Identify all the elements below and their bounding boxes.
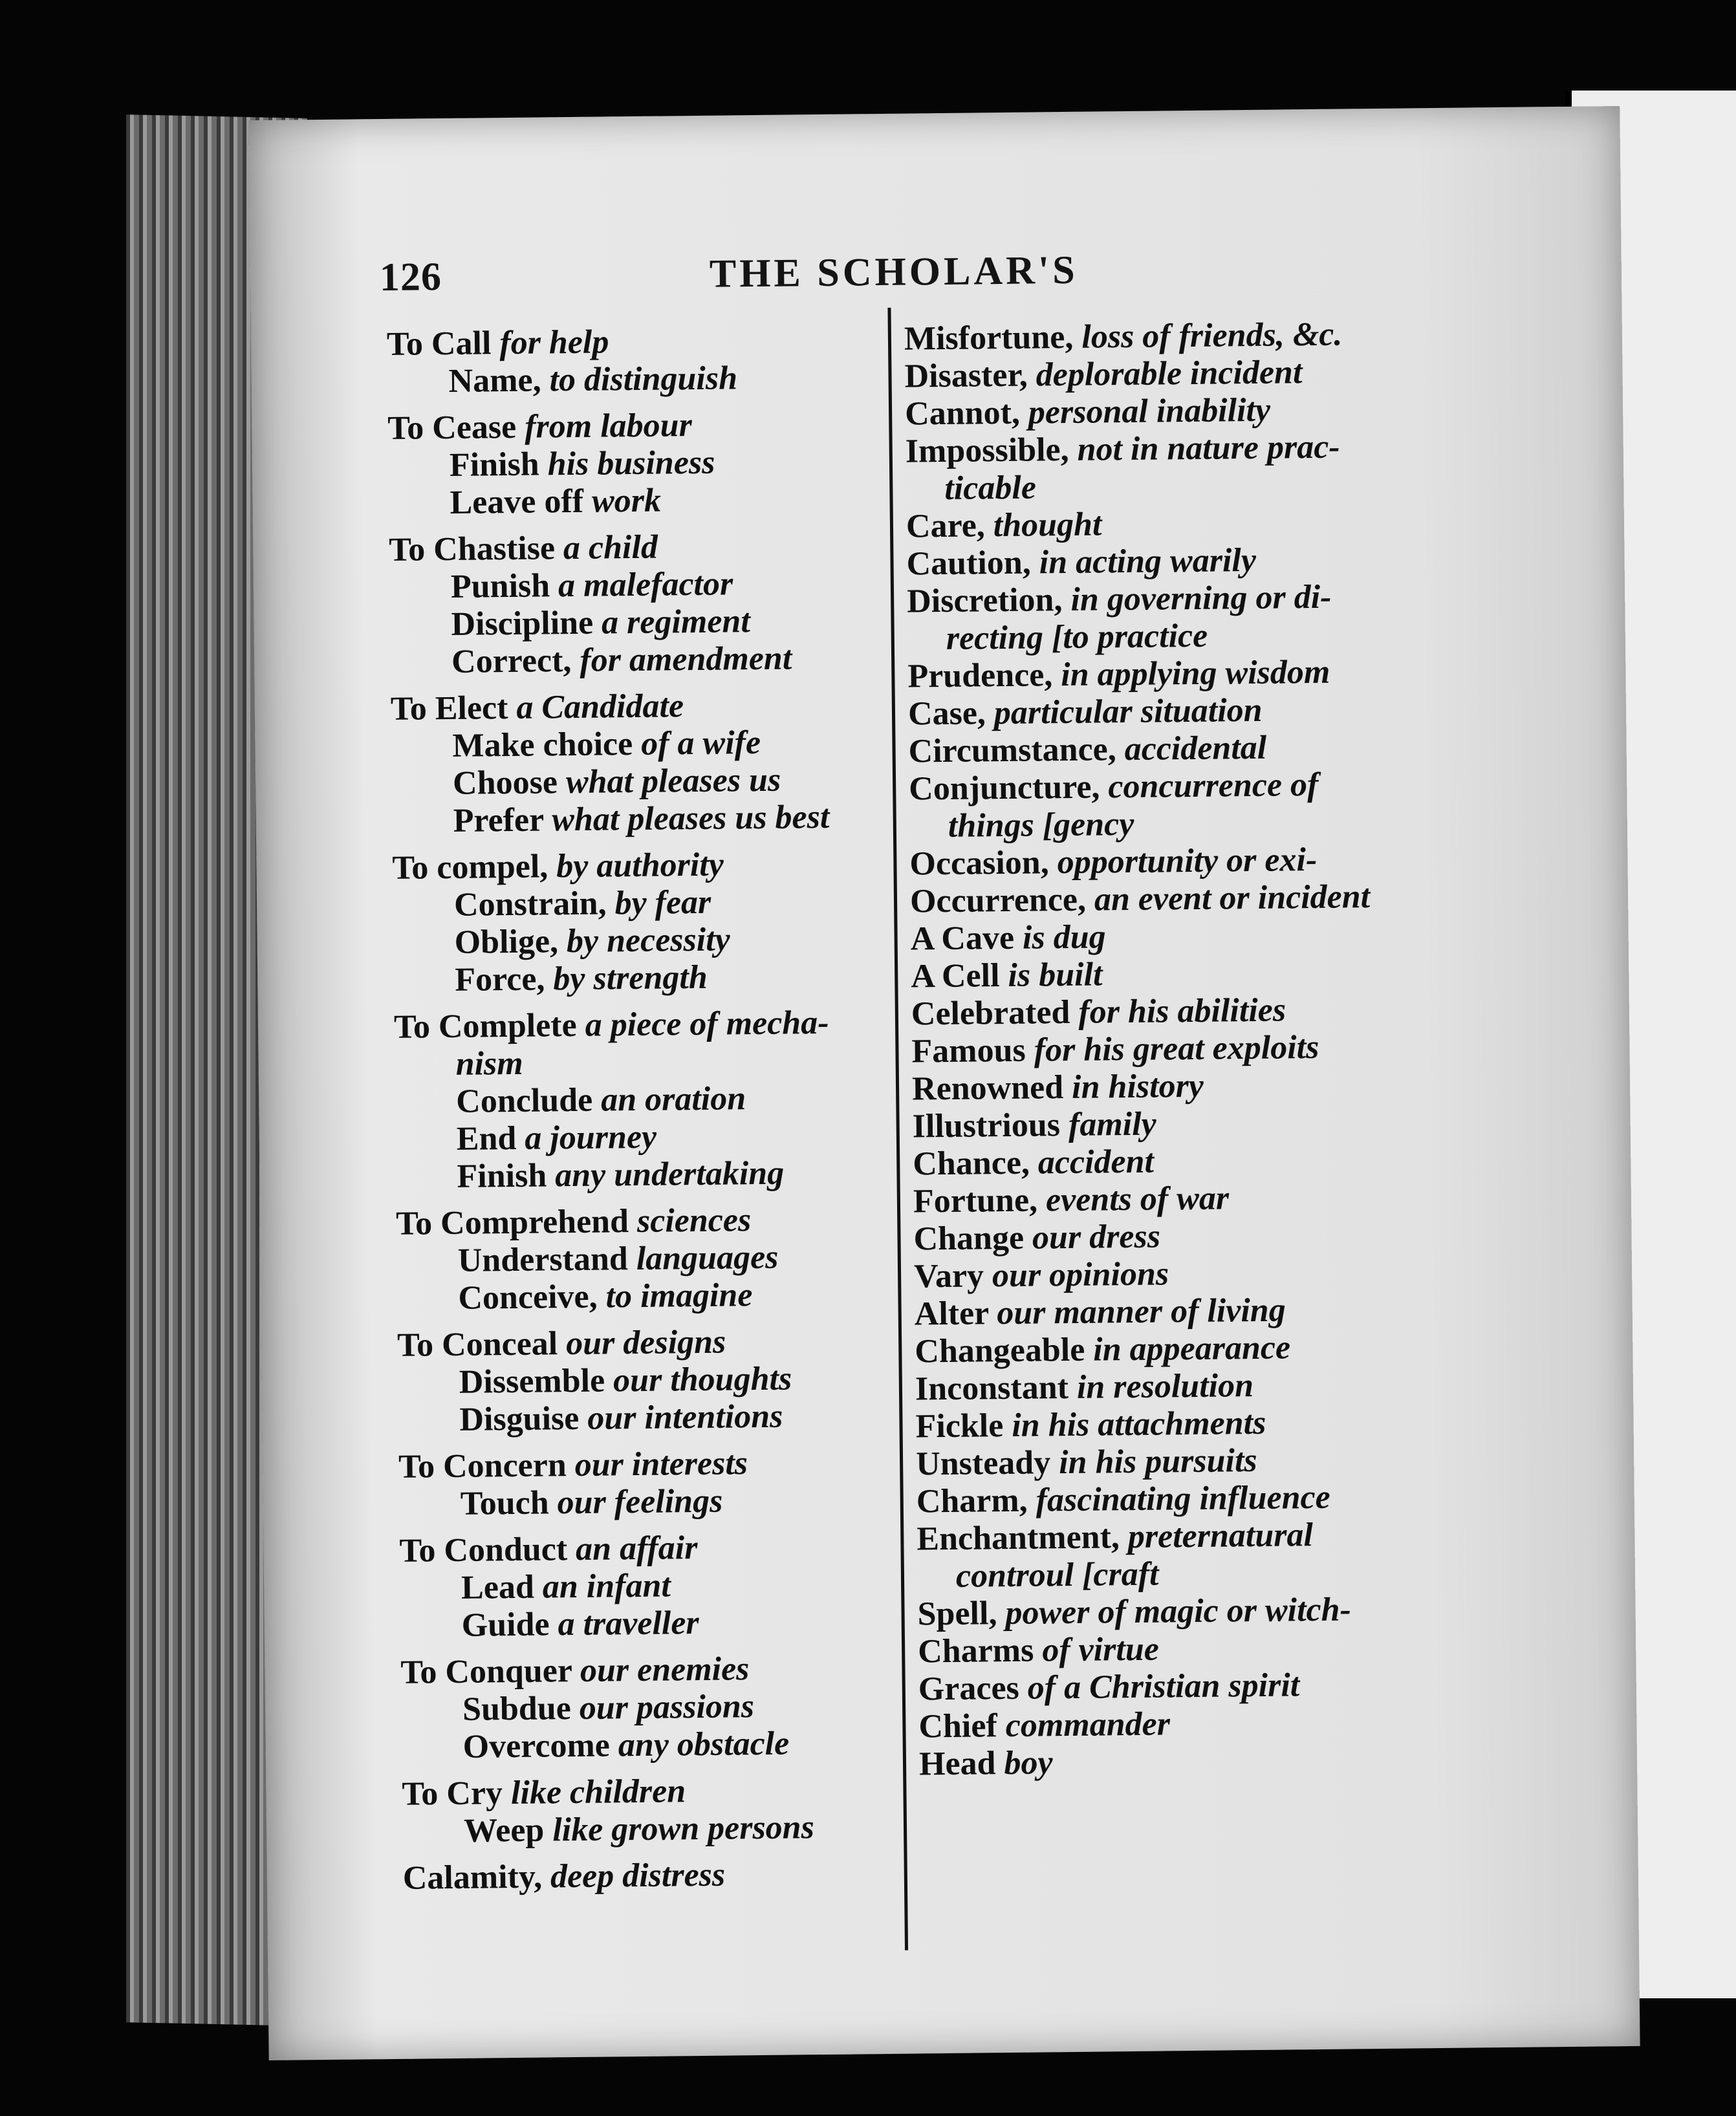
entry-word: Chief [918,1707,998,1745]
entry-line [911,1028,1404,1071]
entry-line [392,844,923,887]
entry-gloss: deep distress [550,1856,726,1895]
entry-gloss: boy [1004,1744,1053,1782]
entry-word: Name, [448,362,541,400]
entry-line [918,1703,1411,1746]
entry-gloss: by strength [553,958,708,998]
entry-word: Conjuncture, [908,768,1100,808]
entry-line [387,404,918,448]
entry-gloss: an infant [542,1567,671,1606]
entry-word: To Cry [402,1775,503,1813]
entry-word: End [456,1119,517,1158]
entry-line [396,1237,928,1280]
entry-gloss: accident [1037,1143,1155,1182]
entry-word: To Conceal [396,1325,558,1364]
entry-word: To Conduct [399,1531,568,1570]
entry-gloss: to imagine [605,1277,753,1315]
entry-word: To Concern [398,1447,567,1485]
entry-gloss: our feelings [557,1482,723,1522]
entry-word: Discipline [451,604,594,643]
entry-line [917,1553,1409,1596]
entry-line [398,1359,929,1402]
entry-gloss: a malefactor [558,565,733,605]
entry-line [907,578,1399,621]
entry-line [390,638,921,682]
entry-gloss: in appearance [1092,1329,1291,1368]
entry-line [917,1591,1409,1634]
entry-line [906,466,1398,508]
entry-line [912,1103,1404,1146]
entry-word: Graces [918,1669,1020,1708]
entry-gloss: languages [636,1238,779,1278]
entry-word: To Call [386,325,492,363]
entry-line [402,1770,933,1813]
entry-word: Force, [454,960,545,999]
entry-word: Oblige, [454,923,559,961]
entry-word: To compel, [392,848,548,887]
entry-gloss: in resolution [1076,1367,1254,1406]
entry-gloss: a Candidate [516,687,684,726]
entry-word: Inconstant [915,1369,1069,1408]
entry-line [394,1003,925,1046]
entry-line [398,1443,929,1486]
entry-line [394,1041,925,1084]
entry-gloss: ticable [944,469,1037,507]
entry-gloss: an event or incident [1094,878,1371,918]
running-head: THE SCHOLAR'S [709,248,1078,296]
entry-line [915,1328,1407,1371]
entry-gloss: by authority [556,846,724,885]
entry-line [907,653,1400,696]
entry-line [914,1291,1406,1333]
entry-gloss: not in nature prac- [1077,428,1340,468]
entry-gloss: what pleases us best [551,798,830,839]
entry-word: Misfortune, [904,318,1074,358]
entry-gloss: is dug [1022,918,1106,956]
entry-word: Change [913,1219,1025,1258]
entry-gloss: commander [1005,1705,1171,1745]
entry-line [403,1854,934,1897]
entry-word: Occurrence, [909,881,1087,920]
entry-gloss: his business [547,444,715,483]
entry-line [391,797,922,841]
entry-line [906,541,1398,583]
entry-word: Charm, [916,1482,1028,1520]
entry-line [910,878,1402,921]
entry-gloss: like grown persons [552,1809,815,1849]
entry-word: To Chastise [389,530,556,568]
entry-line [389,526,920,569]
entry-line [909,841,1402,883]
entry-gloss: in his pursuits [1058,1441,1257,1482]
entry-line [916,1441,1408,1484]
entry-line [908,728,1400,771]
entry-gloss: of a wife [640,724,761,762]
entry-word: Prudence, [907,656,1053,695]
entry-gloss: a child [563,528,658,567]
entry-gloss: for his great exploits [1034,1028,1319,1069]
entry-gloss: nism [455,1044,524,1083]
entry-word: Renowned [911,1069,1064,1108]
entry-word: Lead [461,1568,535,1606]
entry-gloss: our dress [1032,1218,1161,1257]
entry-line [388,479,919,523]
entry-word: Finish [449,446,539,484]
book-page [248,106,1640,2060]
entry-gloss: our opinions [992,1255,1169,1295]
entry-line [913,1141,1405,1183]
page-header [380,242,1609,313]
entry-gloss: in applying wisdom [1060,653,1330,694]
entry-gloss: recting [to practice [946,617,1208,657]
entry-line [389,601,920,644]
entry-gloss: in history [1071,1067,1204,1106]
entry-word: Famous [911,1031,1026,1070]
entry-word: Finish [457,1157,547,1195]
entry-word: Chance, [913,1144,1030,1183]
entry-word: To Comprehend [395,1203,629,1242]
right-column [904,316,1411,1784]
entry-word: Disguise [459,1399,580,1438]
entry-gloss: any undertaking [554,1154,785,1194]
entry-word: Conceive, [458,1278,598,1317]
entry-gloss: our interests [574,1445,748,1484]
entry-gloss: an oration [600,1080,746,1119]
entry-gloss: a piece of mecha- [585,1004,829,1044]
entry-gloss: things [gency [948,805,1134,845]
entry-gloss: loss of friends, &c. [1081,316,1343,356]
entry-line [393,956,924,1000]
entry-line [905,428,1397,471]
entry-word: To Complete [393,1006,577,1046]
entry-word: Understand [457,1240,629,1279]
entry-gloss: any obstacle [618,1725,790,1764]
entry-line [917,1516,1409,1559]
entry-line [908,691,1400,733]
entry-word: Charms [917,1632,1034,1670]
entry-word: Care, [906,507,986,545]
entry-line [389,563,920,607]
entry-gloss: accidental [1124,729,1267,768]
entry-line [914,1253,1406,1296]
entry-word: A Cave [910,919,1015,958]
entry-word: Discretion, [906,581,1063,620]
entry-gloss: our passions [579,1688,755,1727]
entry-line [395,1153,926,1196]
entry-line [911,953,1403,996]
entry-gloss: in acting warily [1039,541,1257,581]
entry-word: Fickle [915,1407,1004,1445]
entry-gloss: a journey [525,1118,657,1157]
entry-word: Guide [461,1606,550,1644]
entry-gloss: thought [993,506,1102,545]
entry-line [397,1321,928,1365]
entry-gloss: in governing or di- [1070,578,1332,618]
entry-line [388,442,919,485]
entry-word: Occasion, [909,844,1049,883]
entry-word: To Conquer [400,1652,572,1691]
entry-gloss: work [591,482,662,520]
entry-line [399,1527,930,1570]
entry-line [401,1686,932,1729]
entry-gloss: for his abilities [1078,991,1286,1031]
entry-line [918,1628,1410,1671]
entry-gloss: family [1068,1105,1157,1143]
entry-line [398,1396,929,1440]
entry-line [918,1666,1411,1709]
entry-gloss: of virtue [1042,1630,1160,1669]
entry-gloss: our enemies [580,1650,750,1689]
entry-line [904,353,1396,396]
entry-line [910,916,1402,958]
entry-word: Constrain, [453,885,607,923]
page-number: 126 [379,255,442,300]
entry-line [909,766,1401,808]
entry-word: A Cell [910,957,1000,995]
entry-line [400,1564,931,1608]
entry-gloss: preternatural [1127,1517,1314,1556]
entry-line [391,685,922,728]
entry-line [393,881,924,925]
entry-line [400,1602,931,1645]
entry-word: Spell, [917,1595,997,1633]
entry-word: Make choice [452,726,633,764]
entry-word: Caution, [906,544,1032,583]
entry-word: Impossible, [905,431,1069,470]
entry-gloss: an affair [575,1529,698,1568]
entry-word: Conclude [455,1081,593,1120]
entry-word: Correct, [451,642,572,680]
entry-line [913,1178,1405,1221]
entry-gloss: our manner of living [996,1291,1286,1332]
entry-line [913,1216,1405,1258]
entry-word: Fortune, [913,1182,1038,1220]
entry-line [400,1648,931,1692]
entry-line [395,1078,926,1121]
entry-word: Subdue [462,1690,572,1728]
entry-gloss: by necessity [566,921,730,960]
entry-line [909,803,1402,846]
entry-word: Changeable [915,1331,1085,1370]
entry-word: Weep [463,1811,545,1850]
entry-word: Case, [907,695,986,733]
entry-word: To Elect [390,689,508,728]
entry-word: Choose [452,764,558,802]
entry-gloss: for help [499,323,609,362]
entry-line [906,503,1398,546]
entry-line [912,1066,1404,1108]
entry-line [915,1366,1407,1409]
entry-gloss: a regiment [601,603,751,642]
entry-word: Overcome [462,1727,611,1765]
entry-gloss: power of magic or witch- [1005,1591,1352,1632]
entry-gloss: in his attachments [1012,1404,1266,1444]
entry-word: Calamity, [402,1858,543,1897]
entry-gloss: particular situation [993,691,1263,732]
entry-word: Disaster, [904,356,1028,395]
entry-word: To Cease [387,408,517,447]
entry-gloss: to distinguish [549,360,738,399]
entry-line [396,1200,927,1243]
entry-gloss: what pleases us [565,761,781,801]
entry-gloss: by fear [614,883,711,922]
entry-gloss: sciences [636,1202,752,1240]
entry-line [915,1403,1407,1446]
entry-gloss: concurrence of [1108,766,1319,806]
entry-line [919,1741,1411,1784]
entry-gloss: our designs [565,1323,726,1363]
entry-word: Unsteady [915,1444,1051,1483]
entry-line [905,391,1397,433]
entry-line [904,316,1396,358]
entry-gloss: opportunity or exi- [1057,841,1318,881]
entry-line [396,1275,928,1318]
entry-gloss: personal inability [1028,391,1271,431]
entry-word: Punish [450,567,550,605]
entry-line [391,760,922,803]
entry-word: Circumstance, [908,731,1117,770]
entry-line [393,919,924,962]
entry-line [402,1808,933,1851]
entry-word: Vary [913,1257,984,1295]
entry-line [916,1478,1408,1521]
entry-line [391,722,922,766]
entry-word: Illustrious [912,1107,1061,1145]
entry-gloss: events of war [1045,1180,1230,1219]
entry-line [911,991,1404,1033]
entry-word: Touch [460,1484,549,1522]
entry-word: Head [918,1745,996,1783]
entry-line [387,320,918,363]
entry-line [907,616,1400,658]
entry-word: Prefer [453,801,544,839]
entry-word: Leave off [450,482,584,521]
entry-gloss: fascinating influence [1036,1478,1330,1519]
entry-line [398,1480,929,1524]
entry-gloss: from labour [524,407,693,446]
entry-line [395,1116,926,1159]
entry-gloss: controul [craft [955,1555,1159,1595]
entry-line [387,358,918,401]
left-column [387,320,933,1897]
entry-word: Enchantment, [917,1518,1120,1558]
entry-gloss: our thoughts [613,1360,792,1399]
entry-gloss: for amendment [580,640,792,679]
entry-gloss: like children [510,1773,686,1812]
entry-word: Cannot, [904,394,1021,433]
entry-gloss: deplorable incident [1036,354,1303,394]
entry-gloss: our intentions [587,1398,783,1437]
entry-gloss: a traveller [558,1604,699,1643]
entry-word: Celebrated [911,993,1070,1033]
entry-line [401,1723,932,1767]
entry-gloss: of a Christian spirit [1027,1667,1300,1707]
entry-word: Dissemble [459,1362,605,1401]
entry-word: Alter [914,1295,989,1333]
entry-gloss: is built [1008,956,1103,994]
